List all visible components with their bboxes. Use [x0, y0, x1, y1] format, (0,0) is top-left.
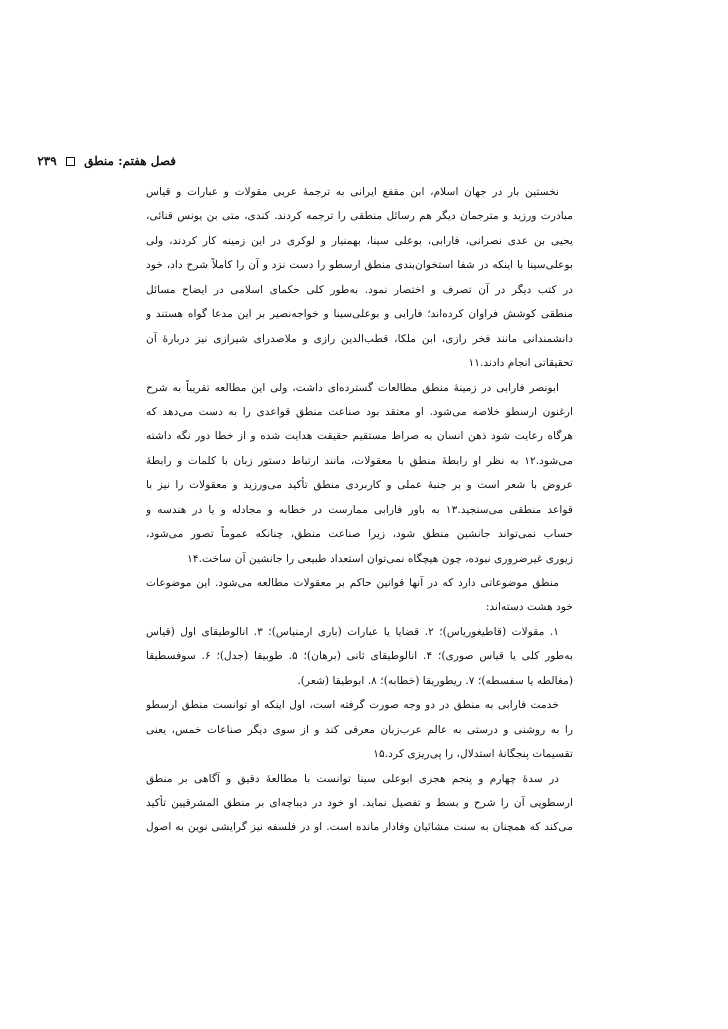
text-line: ۱. مقولات (قاطیغوریاس)؛ ۲. قضایا یا عبارات (باری ارمنیاس)؛ ۳. انالوطیقای اول (قیاس: [146, 624, 560, 638]
text-line: هرگاه رعایت شود ذهن انسان به صراط مستقیم حقیقت هدایت شده و از خطا دور نگه داشته: [146, 429, 573, 443]
body-text: [146, 180, 573, 840]
chapter-title: فصل هفتم: منطق: [84, 154, 176, 168]
text-line: را به روشنی و درستی به عالم عرب‌زبان معرفی کند و از سوی دیگر صناعات خمس، یعنی: [146, 722, 573, 736]
text-line: تحقیقاتی انجام دادند.۱۱: [468, 356, 573, 370]
text-line: در کتب دیگر در آن تصرف و اختصار نمود. به‌طور کلی حکمای اسلامی در ایضاح مسائل: [146, 282, 573, 296]
text-line: ارسطویی آن را شرح و بسط و تفصیل نماید. او خود در دیباچه‌ای بر منطق المشرقیین تأکید: [146, 795, 573, 809]
text-line: حساب نمی‌تواند جانشین منطق شود، زیرا صناعت منطق، چنانکه عموماً تصور می‌شود،: [146, 527, 573, 541]
text-line: می‌کند که همچنان به سنت مشائیان وفادار مانده است. او در فلسفه نیز گرایشی نوین به اصول: [146, 820, 573, 834]
text-line: یحیی بن عدی نصرانی، فارابی، بوعلی سینا، بهمنیار و لوکری در این زمینه کار کردند، ولی: [146, 233, 573, 247]
text-line: به‌طور کلی یا قیاس صوری)؛ ۴. انالوطیقای ثانی (برهان)؛ ۵. طوبیقا (جدل)؛ ۶. سوفسطیقا: [146, 649, 573, 663]
text-line: نخستین بار در جهان اسلام، ابن مقفع ایرانی به ترجمهٔ عربی مقولات و عبارات و قیاس: [146, 185, 559, 198]
text-line: بوعلی‌سینا با اینکه در شفا استخوان‌بندی منطق ارسطو را دست نزد و آن را کاملاً شرح داد، خود: [146, 258, 573, 272]
text-line: در سدهٔ چهارم و پنجم هجری ابوعلی سینا توانست با مطالعهٔ دقیق و آگاهی بر منطق: [146, 771, 559, 785]
text-line: می‌شود.۱۲ به نظر او رابطهٔ منطق با معقولات، مانند ارتباط دستور زبان با کلمات و رابطهٔ: [146, 453, 573, 467]
running-header: [0, 154, 176, 168]
text-line: قواعد منطقی می‌سنجید.۱۳ به باور فارابی ممارست در خطابه و مجادله و یا در هندسه و: [146, 502, 573, 516]
text-line: خدمت فارابی به منطق در دو وجه صورت گرفته است، اول اینکه او توانست منطق ارسطو: [146, 698, 559, 712]
text-line: ارغنون ارسطو خلاصه می‌شود. او معتقد بود صناعت منطق قواعدی را به دست می‌دهد که: [146, 404, 573, 418]
text-line: منطقی کوشش فراوان کرده‌اند؛ فارابی و بوعلی‌سینا و خواجه‌نصیر بر این مدعا گواه هستند و: [146, 307, 573, 321]
square-separator-icon: [66, 157, 75, 166]
text-line: منطق موضوعاتی دارد که در آنها قوانین حاکم بر معقولات مطالعه می‌شود. این موضوعات: [146, 576, 559, 589]
page-number: ۲۳۹: [37, 154, 57, 168]
text-line: زیوری غیرضروری نبوده، چون هیچگاه نمی‌توان استعداد طبیعی را جانشین آن ساخت.۱۴: [187, 551, 573, 565]
text-line: (مغالطه یا سفسطه)؛ ۷. ریطوریقا (خطابه)؛ ۸. ابوطیقا (شعر).: [297, 673, 573, 687]
text-line: دانشمندانی مانند فخر رازی، ابن ملکا، قطب‌الدین رازی و ملاصدرای شیرازی نیز دربارهٔ آن: [146, 331, 573, 345]
text-line: مبادرت ورزید و مترجمان دیگر هم رسائل منطقی را ترجمه کردند. کندی، متی بن یونس قنائی،: [146, 209, 573, 223]
text-line: تقسیمات پنجگانهٔ استدلال، را پی‌ریزی کرد.۱۵: [373, 747, 573, 761]
text-line: عروض با شعر است و بر جنبهٔ عملی و کاربردی منطق تأکید می‌ورزید و معقولات را نیز با: [146, 478, 573, 492]
text-line: خود هشت دسته‌اند:: [485, 600, 573, 614]
text-line: ابونصر فارابی در زمینهٔ منطق مطالعات گسترده‌ای داشت، ولی این مطالعه تقریباً به شرح: [146, 380, 559, 394]
